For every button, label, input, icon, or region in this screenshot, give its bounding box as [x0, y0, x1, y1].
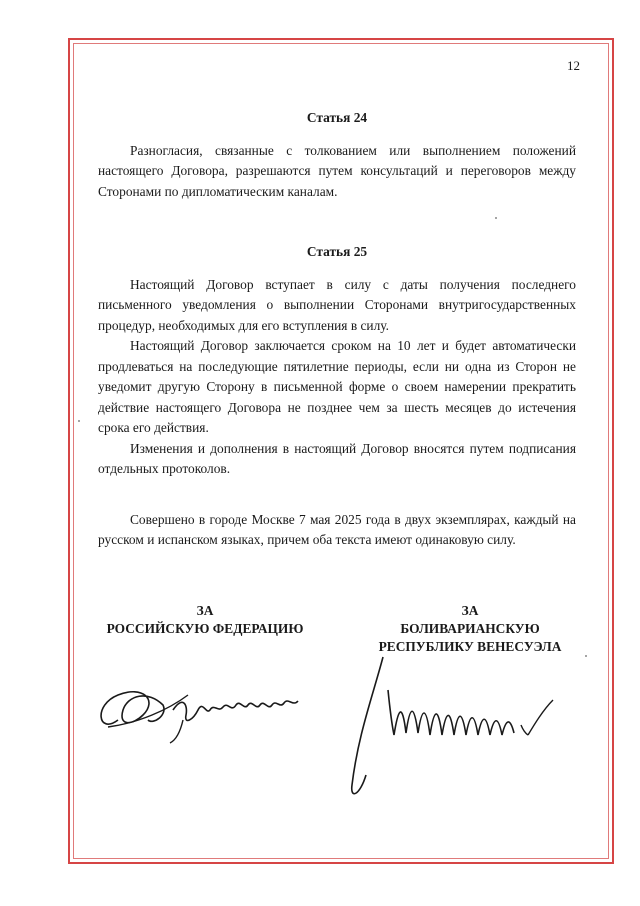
scan-speck: [495, 217, 497, 219]
article-24-title: Статья 24: [306, 110, 368, 125]
signatory-russia-line-1: ЗА: [196, 603, 214, 618]
signatory-venezuela-line-2: БОЛИВАРИАНСКУЮ: [400, 621, 540, 636]
article-25-title: Статья 25: [306, 244, 368, 259]
article-24-paragraph-1: Разногласия, связанные с толкованием или выполнением положений настоящего Договора, разрешаются путем консультаций и переговоров между Сторонами по дипломатическим каналам.: [98, 142, 576, 199]
article-25-paragraph-3: Изменения и дополнения в настоящий Договор вносятся путем подписания отдельных протоколов.: [98, 440, 576, 476]
page-number: 12: [567, 58, 580, 73]
signature-right-image: [338, 655, 578, 805]
signatory-venezuela: [345, 602, 595, 656]
article-25-paragraph-2: Настоящий Договор заключается сроком на 10 лет и будет автоматически продлеваться на последующие пятилетние периоды, если ни одна из Сторон не уведомит другую Сторону в письменной форме о своем намерении прекратить действие настоящего Договора не позднее чем за шесть месяцев до истечения срока его действия.: [98, 338, 576, 435]
signatory-venezuela-line-1: ЗА: [461, 603, 479, 618]
signature-left-image: [88, 665, 318, 745]
document-body: [98, 108, 576, 551]
signatory-russia: [80, 602, 330, 638]
article-25-paragraph-1: Настоящий Договор вступает в силу с даты получения последнего письменного уведомления о выполнении Сторонами внутригосударственных процедур, необходимых для его вступления в силу.: [98, 276, 576, 333]
scan-speck: [78, 420, 80, 422]
signatory-venezuela-line-3: РЕСПУБЛИКУ ВЕНЕСУЭЛА: [378, 639, 562, 654]
closing-paragraph: Совершено в городе Москве 7 мая 2025 года в двух экземплярах, каждый на русском и испанском языках, причем оба текста имеют одинаковую силу.: [98, 511, 576, 547]
scan-speck: [585, 655, 587, 657]
signatory-russia-line-2: РОССИЙСКУЮ ФЕДЕРАЦИЮ: [106, 621, 304, 636]
